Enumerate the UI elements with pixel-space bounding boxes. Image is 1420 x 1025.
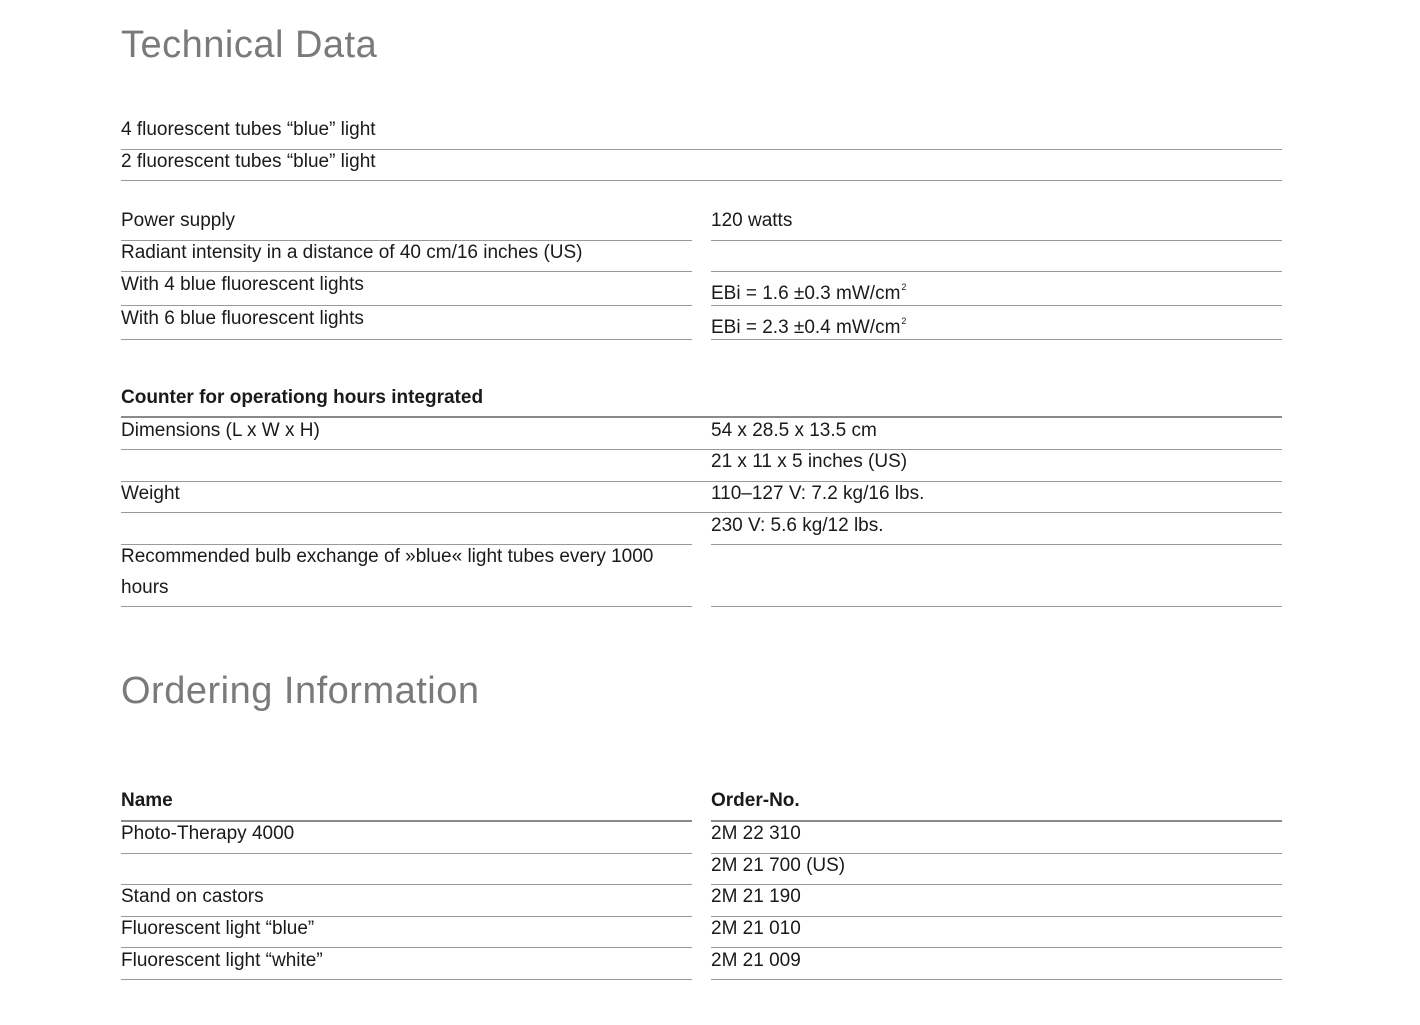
divider [121,481,1282,482]
spec-label-radiant: Radiant intensity in a distance of 40 cm/16 inches (US) [121,242,583,263]
divider [711,979,1282,980]
dims-value-inches: 21 x 11 x 5 inches (US) [711,451,908,472]
divider [121,853,692,854]
order-name: Fluorescent light “white” [121,950,323,971]
counter-heading: Counter for operationg hours integrated [121,387,484,408]
order-number: 2M 21 010 [711,918,801,939]
divider [711,305,1282,306]
weight-value-230v: 230 V: 5.6 kg/12 lbs. [711,515,884,536]
divider [121,180,1282,181]
col-header-name: Name [121,790,173,811]
divider [711,606,1282,607]
order-name: Photo-Therapy 4000 [121,823,295,844]
divider [121,271,692,272]
divider [121,416,1282,418]
spec-value-4-lights: EBi = 1.6 ±0.3 $mW/cm^2$ [711,282,907,304]
order-name: Fluorescent light “blue” [121,918,315,939]
spec-value-6-lights: EBi = 2.3 ±0.4 $mW/cm^2$ [711,316,907,338]
divider [711,947,1282,948]
order-name: Stand on castors [121,886,264,907]
divider [121,947,692,948]
spec-label-6-lights: With 6 blue fluorescent lights [121,308,364,329]
spec-label-power: Power supply [121,210,236,231]
divider [121,512,1282,513]
dims-value-cm: 54 x 28.5 x 13.5 cm [711,420,877,441]
dims-label: Dimensions (L x W x H) [121,420,320,441]
order-number: 2M 21 190 [711,886,801,907]
order-number: 2M 21 700 (US) [711,855,846,876]
divider [121,449,1282,450]
divider [121,979,692,980]
divider [711,339,1282,340]
ordering-info-title: Ordering Information [121,670,480,712]
order-number: 2M 21 009 [711,950,801,971]
tube-line-2: 2 fluorescent tubes “blue” light [121,151,376,172]
tube-line-1: 4 fluorescent tubes “blue” light [121,119,376,140]
divider [121,339,692,340]
divider [711,240,1282,241]
technical-data-title: Technical Data [121,24,378,66]
divider [711,271,1282,272]
divider [711,544,1282,545]
weight-label: Weight [121,483,180,504]
spec-value-power: 120 watts [711,210,793,231]
divider [121,305,692,306]
order-number: 2M 22 310 [711,823,801,844]
bulb-exchange-line-1: Recommended bulb exchange of »blue« light tubes every 1000 [121,546,654,567]
divider [121,606,692,607]
weight-value-110v: 110–127 V: 7.2 kg/16 lbs. [711,483,925,504]
bulb-exchange-line-2: hours [121,577,169,598]
col-header-order-no: Order-No. [711,790,800,811]
spec-label-4-lights: With 4 blue fluorescent lights [121,274,364,295]
